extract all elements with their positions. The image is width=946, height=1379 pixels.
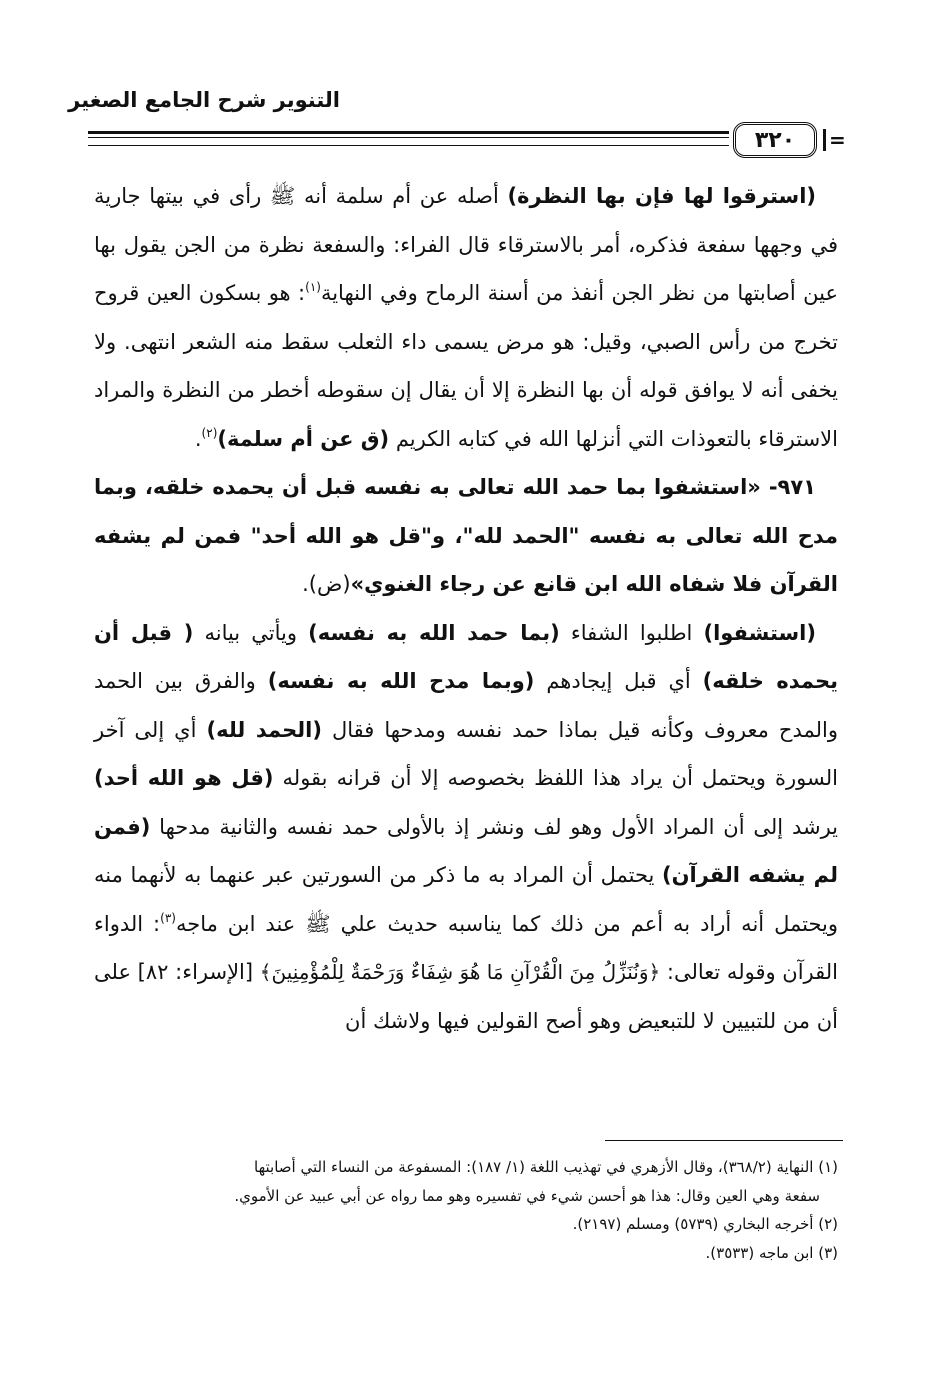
hadith-text: ٩٧١- «استشفوا بما حمد الله تعالى به نفسه قبل أن يحمده خلقه، وبما مدح الله تعالى به نفسه "الحمد لله"، و"قل هو الله أحد" فمن لم يشفه القرآن فلا شفاه الله ابن قانع عن رجاء الغنوي»: [94, 475, 838, 596]
quran-reference: [الإسراء: ٨٢]: [137, 960, 260, 984]
footnote-ref-2[interactable]: (٢): [201, 425, 218, 440]
commentary-text: : هو بسكون العين قروح تخرج من رأس الصبي، وقيل: هو مرض يسمى داء الثعلب سقط منه الشعر انتهى. ولا يخفى أنه لا يوافق قوله أن بها النظرة إلا أن يقال إن سقوطه أخطر من النظرة والمراد الاسترقاء بالتعوذات التي أنزلها الله في كتابه الكريم: [94, 281, 838, 451]
lemma: (استشفوا): [703, 620, 816, 645]
commentary-text: والفرق بين الحمد والمدح معروف وكأنه قيل بماذا حمد نفسه ومدحها فقال: [94, 669, 839, 742]
commentary-text: أي قبل إيجادهم: [534, 669, 703, 693]
commentary-text: على أن من للتبيين لا للتبعيض وهو أصح القولين فيها ولاشك أن: [94, 960, 838, 1033]
commentary-text: اطلبوا الشفاء: [559, 620, 704, 645]
footnote-1-continuation: سفعة وهي العين وقال: هذا هو أحسن شيء في تفسيره وهو مما رواه عن أبي عبيد عن الأموي.: [234, 1186, 820, 1205]
footnote-1: (١) النهاية (٣٦٨/٢)، وقال الأزهري في تهذيب اللغة (١/ ١٨٧): المسفوعة من النساء التي أصابتها: [254, 1158, 838, 1176]
footnote-ref-3[interactable]: (٣): [160, 910, 176, 925]
commentary-text: يرشد إلى أن المراد الأول وهو لف ونشر إذ بالأولى حمد نفسه والثانية مدحها: [150, 814, 838, 839]
paragraph-commentary-1: [94, 172, 838, 463]
lemma: (بما حمد الله به نفسه): [308, 620, 560, 645]
running-title: التنوير شرح الجامع الصغير: [68, 88, 340, 112]
lemma: ( قبل أن يحمده خلقه): [94, 620, 839, 693]
page-number: ٣٢٠: [754, 127, 796, 153]
main-text: [94, 172, 838, 1045]
lemma: (الحمد لله): [206, 717, 322, 742]
paragraph-commentary-2: [94, 609, 838, 1046]
quran-verse: ﴿وَنُنَزِّلُ مِنَ الْقُرْآنِ مَا هُوَ شِفَاءٌ وَرَحْمَةٌ لِلْمُؤْمِنِينَ﴾: [259, 960, 661, 984]
commentary-text: ويأتي بيانه: [193, 620, 309, 645]
lemma: (وبما مدح الله به نفسه): [267, 669, 535, 693]
footnote-ref-1[interactable]: (١): [305, 280, 321, 294]
footnote-separator: [605, 1140, 843, 1141]
hadith-grade: (ض).: [302, 572, 351, 596]
commentary-text: أي إلى آخر السورة ويحتمل أن يراد هذا اللفظ بخصوصه إلا أن قرانه بقوله: [94, 717, 838, 790]
punctuation: .: [194, 426, 202, 451]
lemma: (فمن لم يشفه القرآن): [94, 814, 838, 887]
lemma: (استرقوا لها فإن بها النظرة): [507, 184, 816, 208]
header-rule-thick: [88, 131, 729, 134]
commentary-text: : الدواء القرآن وقوله تعالى:: [94, 911, 838, 984]
page-number-frame: [733, 122, 817, 158]
footnote-2: (٢) أخرجه البخاري (٥٧٣٩) ومسلم (٢١٩٧).: [572, 1215, 838, 1233]
header-rule-thin-lower: [88, 145, 729, 146]
source-citation: (ق عن أم سلمة): [217, 426, 390, 451]
header-edge-mark: =: [829, 128, 846, 152]
footnotes: [94, 1153, 838, 1267]
lemma: (قل هو الله أحد): [94, 766, 274, 790]
commentary-text: أصله عن أم سلمة أنه ﷺ رأى في بيتها جارية في وجهها سفعة فذكره، أمر بالاسترقاء قال الفراء: والسفعة نظرة من الجن يقول بها عين أصابتها من نظر الجن أنفذ من أسنة الرماح وفي النهاية: [94, 184, 839, 305]
paragraph-hadith-971: [94, 463, 838, 609]
header-rule-thin: [88, 137, 729, 138]
commentary-text: يحتمل أن المراد به ما ذكر من السورتين عبر عنهما به لأنهما منه ويحتمل أنه أراد به أعم من ذلك كما يناسبه حديث علي ﷺ عند ابن ماجه: [94, 863, 838, 936]
footnote-3: (٣) ابن ماجه (٣٥٣٣).: [705, 1243, 838, 1262]
